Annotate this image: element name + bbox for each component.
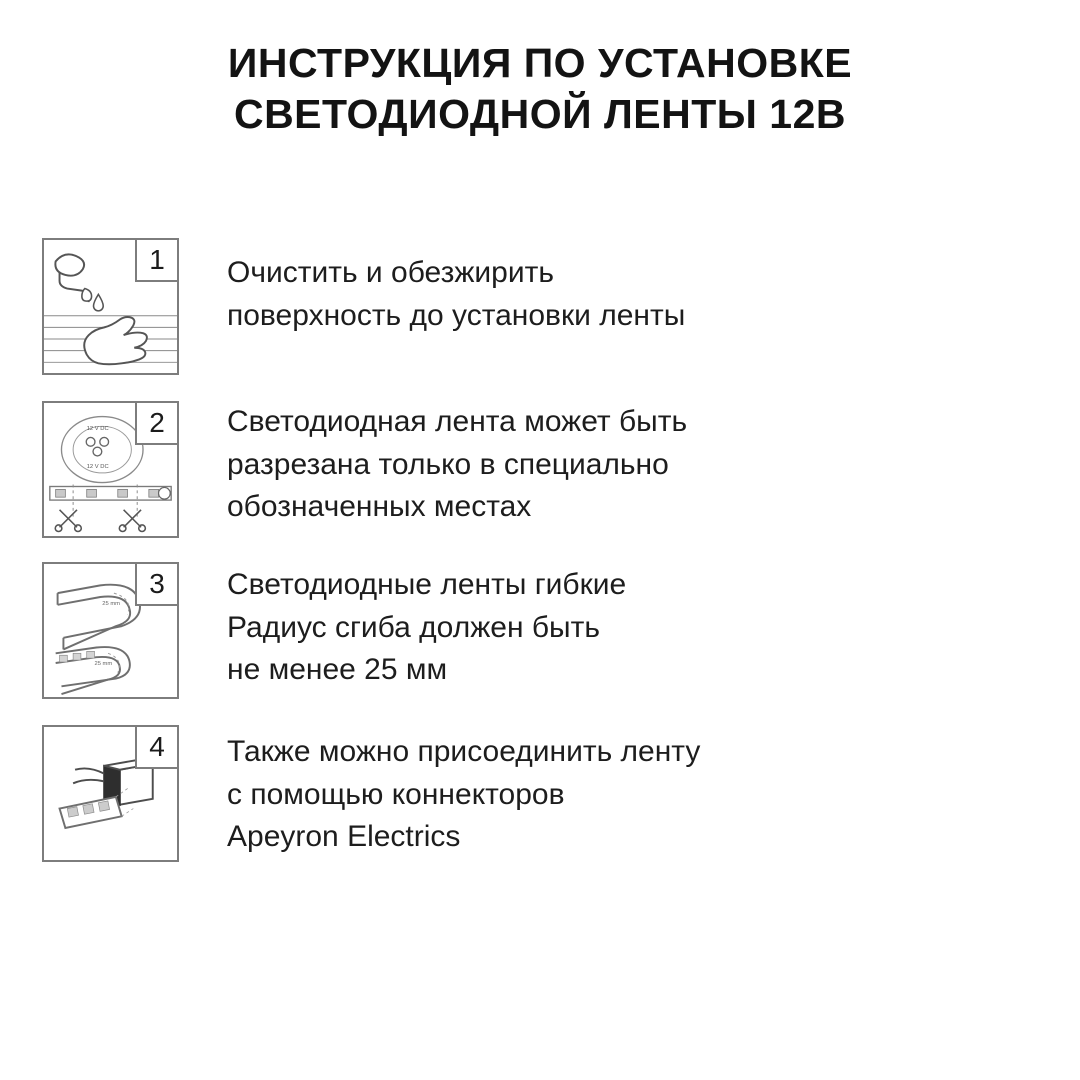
- page-title: [0, 38, 1080, 141]
- step-4-illustration: [42, 725, 179, 862]
- svg-text:12 V DC: 12 V DC: [86, 426, 109, 433]
- step-4-line-3: Apeyron Electrics: [227, 820, 461, 854]
- page-title-line-2: СВЕТОДИОДНОЙ ЛЕНТЫ 12В: [233, 91, 847, 138]
- step-number-badge: 4: [135, 727, 177, 769]
- step-number-badge: 3: [135, 564, 177, 606]
- step-1-line-1: Очистить и обезжирить: [227, 256, 554, 289]
- svg-text:25 mm: 25 mm: [102, 600, 121, 607]
- step-number-badge: 1: [135, 240, 177, 282]
- step-3-line-3: не менее 25 мм: [227, 653, 448, 687]
- step-2-illustration: [42, 401, 179, 538]
- step-2-line-1: Светодиодная лента может быть: [227, 405, 688, 438]
- step-2-line-3: обозначенных местах: [227, 490, 532, 524]
- step-item: [42, 238, 1042, 375]
- step-item: [42, 562, 1042, 699]
- svg-text:12 V DC: 12 V DC: [86, 464, 109, 471]
- step-3-line-2: Радиус сгиба должен быть: [227, 610, 600, 644]
- step-1-text: [227, 238, 685, 337]
- svg-text:25 mm: 25 mm: [94, 660, 113, 667]
- step-item: [42, 401, 1042, 538]
- steps-list: [42, 238, 1042, 862]
- step-1-illustration: [42, 238, 179, 375]
- step-4-line-2: с помощью коннекторов: [227, 777, 565, 811]
- step-3-text: [227, 562, 626, 692]
- step-3-line-1: Светодиодные ленты гибкие: [227, 568, 627, 601]
- step-item: [42, 725, 1042, 862]
- step-3-illustration: [42, 562, 179, 699]
- step-2-line-2: разрезана только в специально: [227, 447, 669, 481]
- step-4-text: [227, 725, 700, 859]
- step-number-badge: 2: [135, 403, 177, 445]
- page-title-line-1: ИНСТРУКЦИЯ ПО УСТАНОВКЕ: [227, 40, 853, 86]
- step-4-line-1: Также можно присоединить ленту: [227, 735, 701, 768]
- step-2-text: [227, 401, 687, 529]
- step-1-line-2: поверхность до установки ленты: [227, 298, 686, 332]
